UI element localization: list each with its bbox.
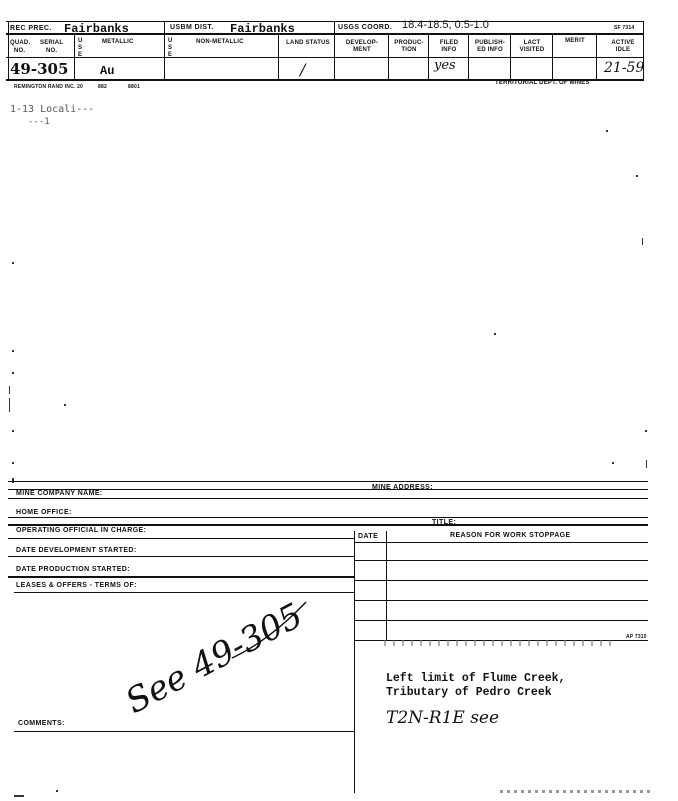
metallic-value: Au xyxy=(100,64,115,78)
use-letter-s-nonmetal: S xyxy=(168,45,173,51)
form-number-bottom: AP 7315 xyxy=(626,634,647,640)
printer-credit: REMINGTON RAND INC. 20 xyxy=(14,84,84,90)
use-letter-e-nonmetal: E xyxy=(168,52,173,58)
filed-info-label: FILED INFO xyxy=(439,40,459,53)
operating-official-label: OPERATING OFFICIAL IN CHARGE: xyxy=(16,527,147,534)
date-column-header: DATE xyxy=(358,533,379,540)
printer-code-b: 8801 xyxy=(128,84,140,90)
date-production-started-label: DATE PRODUCTION STARTED: xyxy=(16,566,130,573)
rec-prec-label: REC PREC. xyxy=(10,25,52,32)
mine-address-label: MINE ADDRESS: xyxy=(372,484,433,491)
development-label: DEVELOP- MENT xyxy=(345,40,379,53)
active-idle-label: ACTIVE IDLE xyxy=(611,40,635,53)
metallic-label: METALLIC xyxy=(102,39,134,45)
production-label: PRODUC- TION xyxy=(394,40,424,53)
usbm-dist-value: Fairbanks xyxy=(230,22,295,36)
reason-work-stoppage-header: REASON FOR WORK STOPPAGE xyxy=(450,532,571,539)
mine-company-name-label: MINE COMPANY NAME: xyxy=(16,490,103,497)
published-info-label: PUBLISH- ED INFO xyxy=(475,40,505,53)
serial-label: SERIAL xyxy=(40,40,64,46)
handwritten-stroke xyxy=(230,600,310,660)
quad-label: QUAD. xyxy=(10,40,31,46)
form-number-top: SF 7314 xyxy=(614,25,635,31)
bottom-scan-noise xyxy=(500,790,650,793)
usbm-dist-label: USBM DIST. xyxy=(170,24,214,31)
location-line-2: Tributary of Pedro Creek xyxy=(386,686,552,699)
title-label: TITLE: xyxy=(432,519,457,526)
merit-label: MERIT xyxy=(565,38,585,44)
use-letter-e-metal: E xyxy=(78,52,83,58)
non-metallic-label: NON-METALLIC xyxy=(196,39,244,45)
printer-code-a: 882 xyxy=(98,84,107,90)
use-letter-s-metal: S xyxy=(78,45,83,51)
use-letter-u-nonmetal: U xyxy=(168,38,173,44)
home-office-label: HOME OFFICE: xyxy=(16,509,72,516)
usgs-coord-label: USGS COORD. xyxy=(338,24,393,31)
locality-note-line2: ---1 xyxy=(28,117,50,127)
active-idle-value: 21-59 xyxy=(604,60,645,76)
rec-prec-value: Fairbanks xyxy=(64,22,129,36)
filed-info-value: yes xyxy=(434,58,456,73)
location-line-1: Left limit of Flume Creek, xyxy=(386,672,566,685)
date-development-started-label: DATE DEVELOPMENT STARTED: xyxy=(16,547,137,554)
township-range-handwritten: T2N-R1E see xyxy=(386,708,500,728)
usgs-coord-value: 18.4-18.5, 0.5-1.0 xyxy=(402,19,489,31)
land-status-value: / xyxy=(300,60,306,79)
use-letter-u-metal: U xyxy=(78,38,83,44)
serial-number-value: 49-305 xyxy=(10,60,69,78)
agency-name: TERRITORIAL DEPT. OF MINES xyxy=(495,80,590,86)
serial-no-label: NO. xyxy=(46,48,58,54)
land-status-label: LAND STATUS xyxy=(286,40,330,46)
last-visited-label: LACT VISITED xyxy=(519,40,545,53)
scan-noise-row xyxy=(384,640,614,646)
locality-note-line1: 1-13 Locali--- xyxy=(10,104,95,115)
quad-no-label: NO. xyxy=(14,48,26,54)
leases-offers-label: LEASES & OFFERS - TERMS OF: xyxy=(16,582,137,589)
comments-label: COMMENTS: xyxy=(18,720,65,727)
handwritten-see-reference: See 49-305 xyxy=(119,595,310,722)
